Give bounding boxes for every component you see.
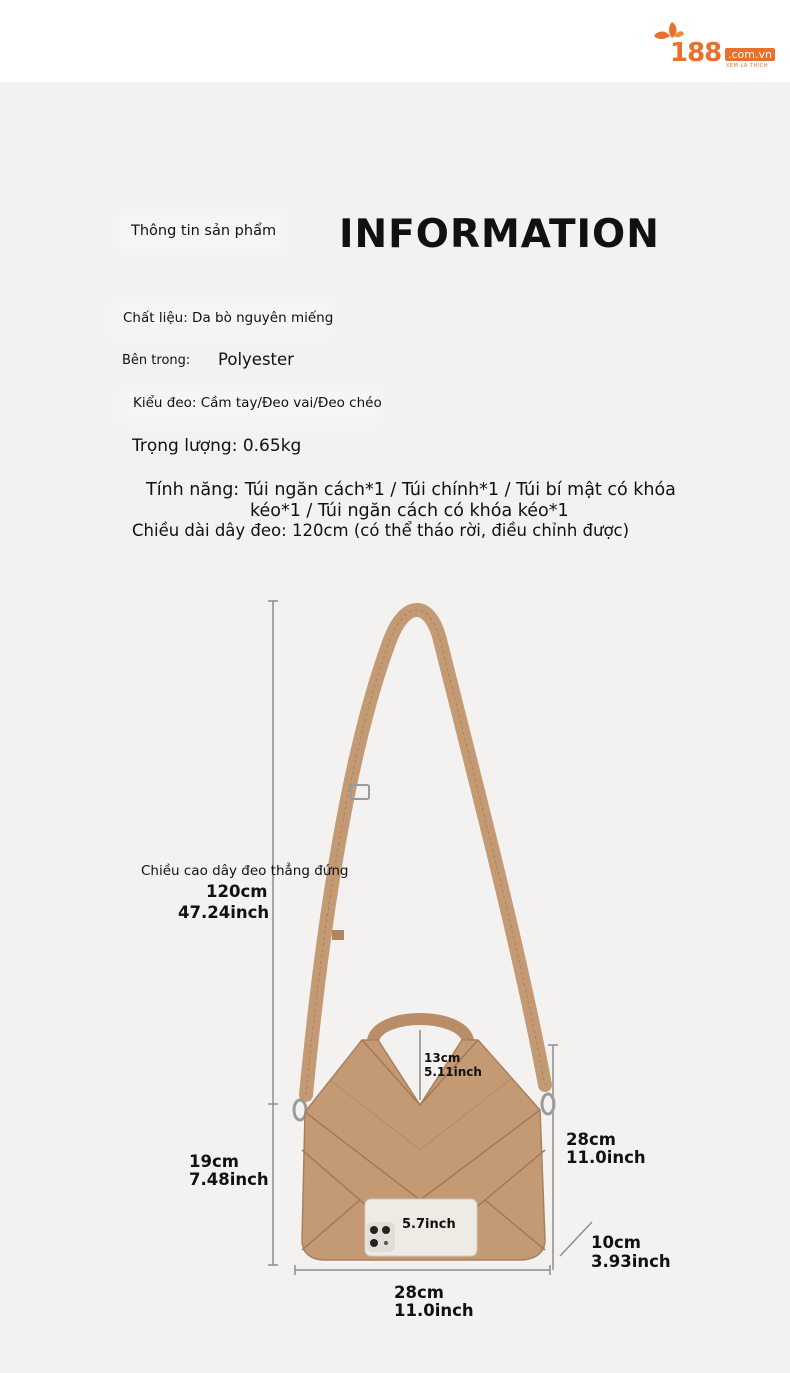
features-line-1: Tính năng: Túi ngăn cách*1 / Túi chính*1 / Túi bí mật có khóa (146, 480, 676, 500)
lining-value: Polyester (218, 350, 294, 369)
depth-line (560, 1222, 592, 1256)
weight-text: Trọng lượng: 0.65kg (132, 436, 302, 456)
side-height-cm: 28cm (566, 1130, 616, 1149)
handle-cm: 13cm (424, 1051, 461, 1065)
total-height-cm: 120cm (206, 882, 268, 901)
body-height-cm: 19cm (189, 1152, 239, 1171)
logo-number: 188 (670, 38, 722, 68)
depth-cm: 10cm (591, 1233, 641, 1252)
lining-label: Bên trong: (122, 353, 191, 368)
depth-inch: 3.93inch (591, 1252, 671, 1271)
strap-height-label: Chiều cao dây đeo thẳng đứng (141, 863, 349, 879)
material-text: Chất liệu: Da bò nguyên miếng (123, 310, 334, 326)
side-height-inch: 11.0inch (566, 1148, 646, 1167)
features-line-2: kéo*1 / Túi ngăn cách có khóa kéo*1 (250, 501, 569, 521)
right-clasp (542, 1094, 554, 1114)
logo-tagline: XEM LÀ THÍCH (726, 63, 768, 69)
page-heading: INFORMATION (339, 212, 660, 257)
total-height-inch: 47.24inch (178, 903, 270, 922)
logo-domain: .com.vn (725, 48, 775, 61)
carry-style-text: Kiểu đeo: Cầm tay/Đeo vai/Đeo chéo (133, 395, 382, 411)
phone-size-label: 5.7inch (402, 1217, 456, 1232)
width-inch: 11.0inch (394, 1301, 474, 1320)
handle-inch: 5.11inch (424, 1065, 482, 1079)
body-height-inch: 7.48inch (189, 1170, 269, 1189)
width-cm: 28cm (394, 1283, 444, 1302)
strap-length-text: Chiều dài dây đeo: 120cm (có thể tháo rời, điều chỉnh được) (132, 521, 630, 540)
info-label: Thông tin sản phẩm (131, 223, 277, 239)
